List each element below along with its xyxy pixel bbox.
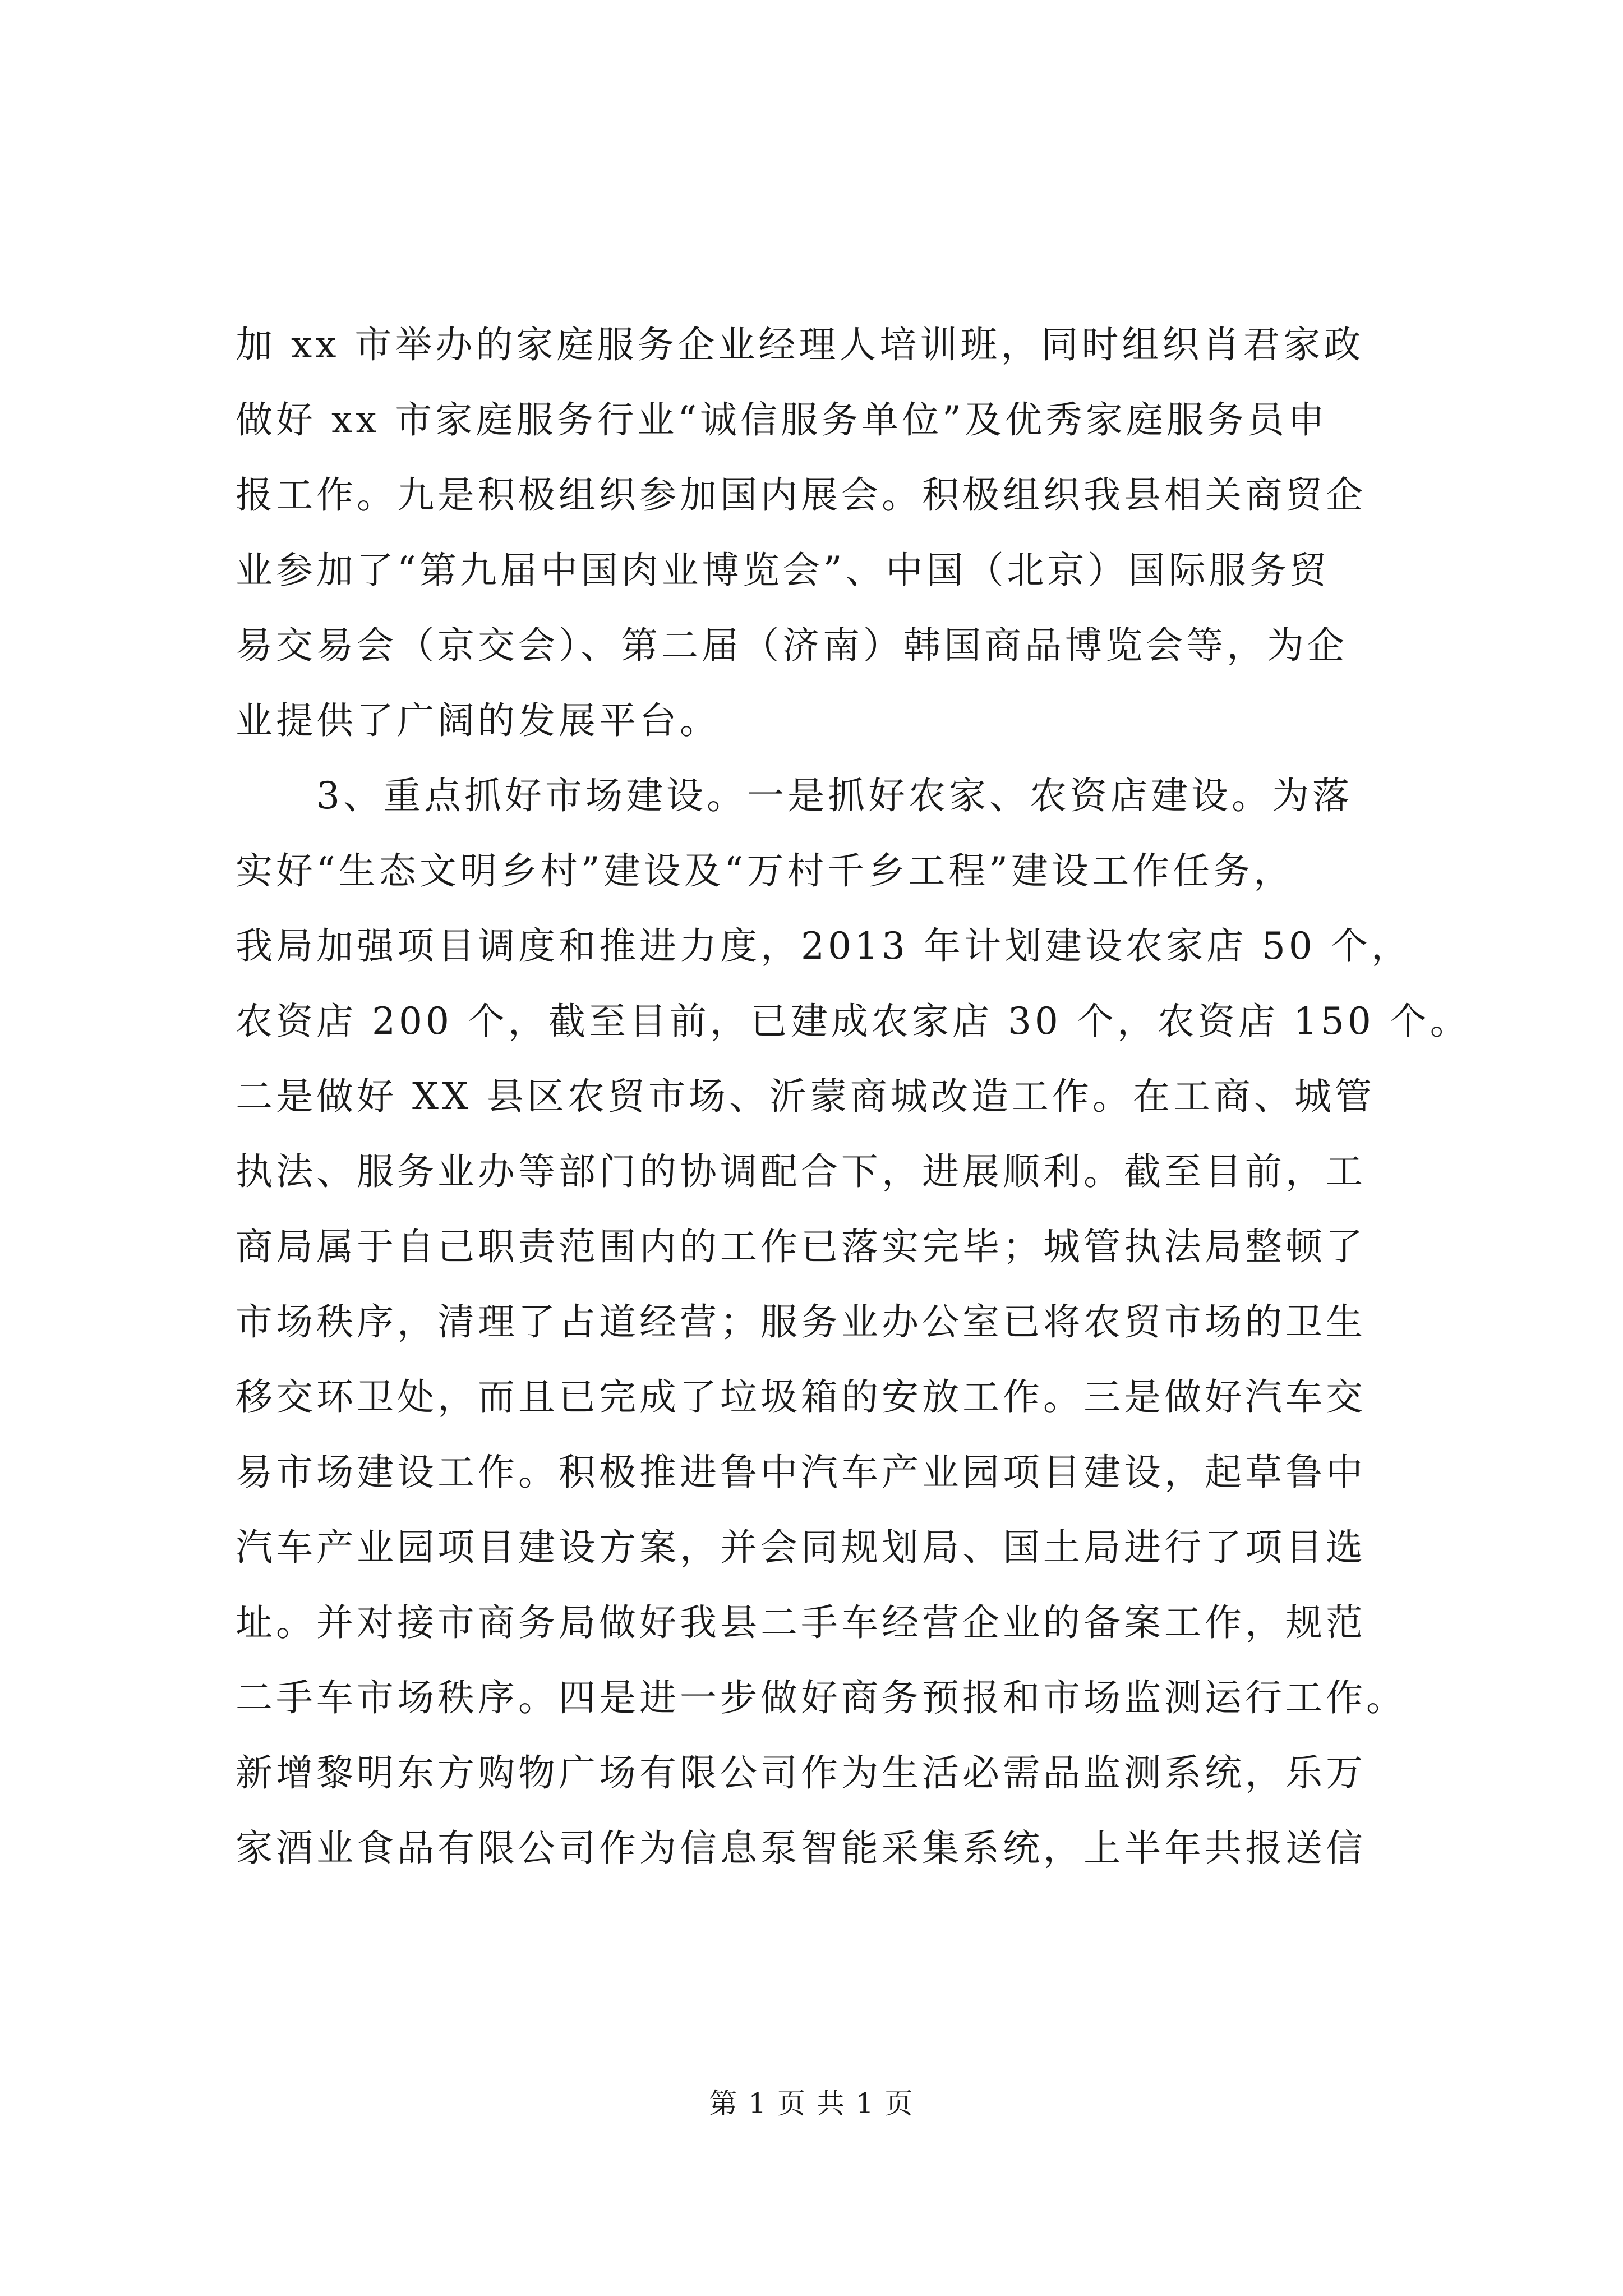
text-line: 农资店 200 个，截至目前，已建成农家店 30 个，农资店 150 个。 bbox=[236, 1000, 1470, 1043]
page-number-label: 第 1 页 共 1 页 bbox=[709, 2087, 914, 2120]
page-footer bbox=[0, 2087, 1623, 2120]
text-line: 执法、服务业办等部门的协调配合下，进展顺利。截至目前，工 bbox=[236, 1150, 1366, 1193]
text-line: 市场秩序，清理了占道经营；服务业办公室已将农贸市场的卫生 bbox=[236, 1300, 1366, 1343]
text-line: 易交易会（京交会）、第二届（济南）韩国商品博览会等，为企 bbox=[236, 624, 1348, 667]
text-line: 新增黎明东方购物广场有限公司作为生活必需品监测系统，乐万 bbox=[236, 1751, 1366, 1795]
text-line: 商局属于自己职责范围内的工作已落实完毕；城管执法局整顿了 bbox=[236, 1225, 1366, 1268]
text-line: 我局加强项目调度和推进力度，2013 年计划建设农家店 50 个， bbox=[236, 924, 1412, 968]
text-line: 二手车市场秩序。四是进一步做好商务预报和市场监测运行工作。 bbox=[236, 1676, 1407, 1719]
text-line: 加 xx 市举办的家庭服务企业经理人培训班，同时组织肖君家政 bbox=[236, 323, 1364, 366]
text-line: 业提供了广阔的发展平台。 bbox=[236, 699, 720, 742]
text-line: 3、重点抓好市场建设。一是抓好农家、农资店建设。为落 bbox=[236, 774, 1353, 817]
text-line: 报工作。九是积极组织参加国内展会。积极组织我县相关商贸企 bbox=[236, 473, 1366, 517]
text-line: 易市场建设工作。积极推进鲁中汽车产业园项目建设，起草鲁中 bbox=[236, 1451, 1366, 1494]
body-text bbox=[236, 307, 1470, 1886]
text-line: 汽车产业园项目建设方案，并会同规划局、国土局进行了项目选 bbox=[236, 1526, 1366, 1569]
text-line: 移交环卫处，而且已完成了垃圾箱的安放工作。三是做好汽车交 bbox=[236, 1375, 1366, 1419]
text-line: 家酒业食品有限公司作为信息泵智能采集系统，上半年共报送信 bbox=[236, 1826, 1366, 1870]
text-line: 址。并对接市商务局做好我县二手车经营企业的备案工作，规范 bbox=[236, 1601, 1366, 1644]
text-line: 二是做好 XX 县区农贸市场、沂蒙商城改造工作。在工商、城管 bbox=[236, 1075, 1375, 1118]
text-line: 做好 xx 市家庭服务行业“诚信服务单位”及优秀家庭服务员申 bbox=[236, 398, 1328, 441]
text-line: 业参加了“第九届中国肉业博览会”、中国（北京）国际服务贸 bbox=[236, 549, 1330, 592]
text-line: 实好“生态文明乡村”建设及“万村千乡工程”建设工作任务， bbox=[236, 849, 1294, 892]
